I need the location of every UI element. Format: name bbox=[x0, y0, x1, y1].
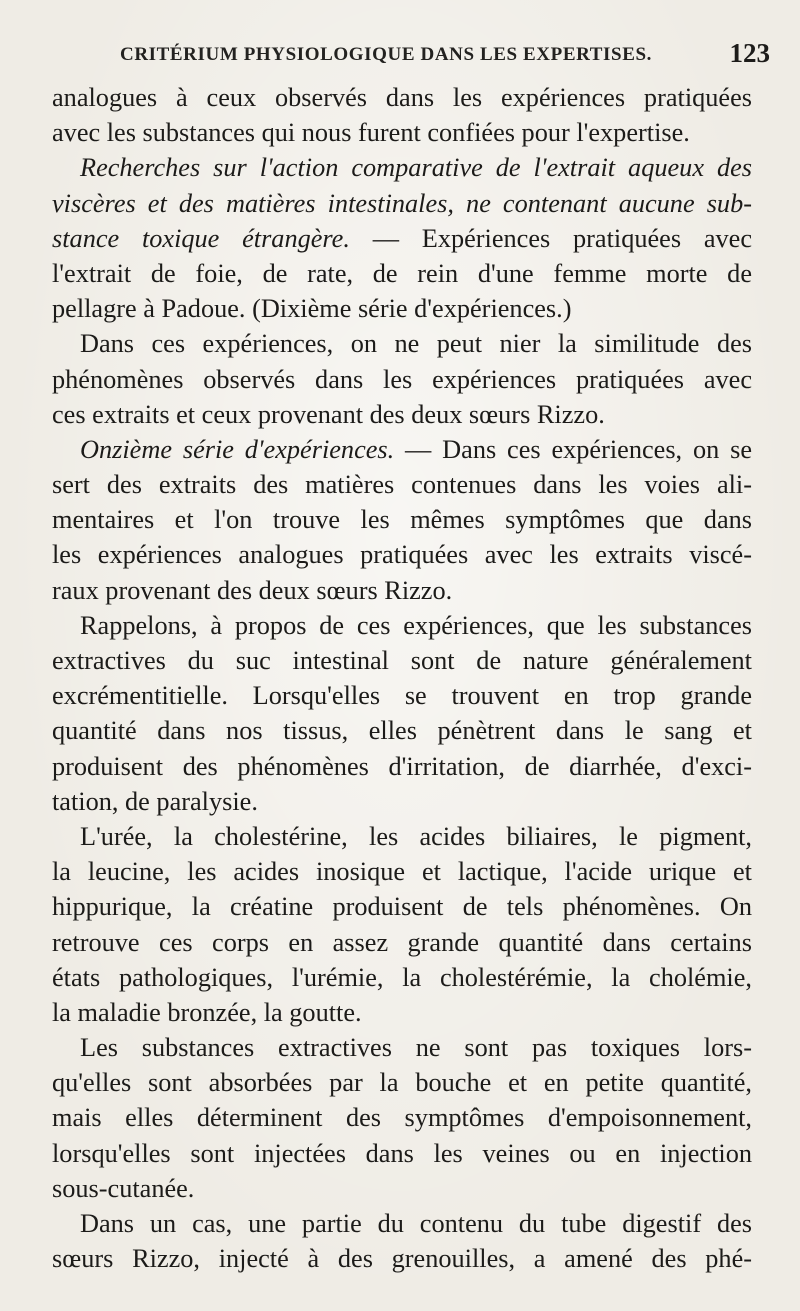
text-line bbox=[52, 502, 752, 537]
text-line bbox=[52, 573, 752, 608]
running-head-title: CRITÉRIUM PHYSIOLOGIQUE DANS LES EXPERTISES. bbox=[120, 44, 652, 65]
text-line: la leucine, les acides inosique et lactique, l'acide urique et bbox=[52, 857, 752, 887]
text-line: sous-cutanée. bbox=[52, 1173, 195, 1203]
text-line bbox=[52, 150, 752, 185]
paragraph-tenth-series bbox=[52, 150, 752, 326]
text-line: produisent des phénomènes d'irritation, de diarrhée, d'exci- bbox=[52, 751, 752, 781]
paragraph-continuation bbox=[52, 80, 752, 150]
text-line: qu'elles sont absorbées par la bouche et en petite quantité, bbox=[52, 1068, 752, 1098]
text-line: Les substances extractives ne sont pas toxiques lors- bbox=[80, 1033, 752, 1063]
paragraph-eleventh-series bbox=[52, 432, 752, 608]
text-line: excrémentitielle. Lorsqu'elles se trouvent en trop grande bbox=[52, 681, 752, 711]
text-line: ces extraits et ceux provenant des deux sœurs Rizzo. bbox=[52, 399, 605, 429]
text-line bbox=[52, 432, 752, 467]
paragraph bbox=[52, 608, 752, 819]
text-line: Dans ces expériences, on ne peut nier la similitude des bbox=[80, 329, 752, 359]
paragraph bbox=[52, 1030, 752, 1206]
line-text: les expériences analogues pratiquées avec les extraits viscé- bbox=[52, 540, 752, 570]
text-line: analogues à ceux observés dans les expériences pratiquées bbox=[52, 83, 752, 112]
text-line: tation, de paralysie. bbox=[52, 786, 258, 816]
text-line: Dans un cas, une partie du contenu du tube digestif des bbox=[80, 1209, 752, 1238]
running-head bbox=[120, 38, 770, 76]
text-line bbox=[52, 537, 752, 572]
paragraph bbox=[52, 819, 752, 1030]
text-line bbox=[52, 221, 752, 256]
text-line: états pathologiques, l'urémie, la cholestérémie, la cholémie, bbox=[52, 962, 752, 992]
line-text: pellagre à Padoue. (Dixième série d'expériences.) bbox=[52, 294, 572, 324]
text-line: avec les substances qui nous furent confiées pour l'expertise. bbox=[52, 118, 690, 148]
text-line: sœurs Rizzo, injecté à des grenouilles, a amené des phé- bbox=[52, 1244, 752, 1274]
text-line bbox=[52, 186, 752, 221]
line-text: — Expériences pratiquées avec bbox=[349, 223, 752, 253]
text-line: la maladie bronzée, la goutte. bbox=[52, 997, 362, 1027]
italic-heading: Recherches sur l'action comparative de l'extrait aqueux des bbox=[80, 153, 752, 183]
text-line: extractives du suc intestinal sont de nature généralement bbox=[52, 646, 752, 675]
text-line: L'urée, la cholestérine, les acides biliaires, le pigment, bbox=[80, 821, 752, 851]
text-line: hippurique, la créatine produisent de tels phénomènes. On bbox=[52, 892, 752, 922]
italic-heading: viscères et des matières intestinales, ne contenant aucune sub- bbox=[52, 188, 752, 218]
italic-heading: stance toxique étrangère. bbox=[52, 223, 350, 253]
text-line: lorsqu'elles sont injectées dans les veines ou en injection bbox=[52, 1138, 752, 1168]
italic-heading: Onzième série d'expériences. bbox=[80, 434, 395, 464]
text-line: Rappelons, à propos de ces expériences, que les substances bbox=[80, 610, 752, 640]
line-text: l'extrait de foie, de rate, de rein d'une femme morte de bbox=[52, 258, 752, 288]
paragraph bbox=[52, 326, 752, 432]
text-line bbox=[52, 291, 752, 326]
text-line: mais elles déterminent des symptômes d'empoisonnement, bbox=[52, 1103, 752, 1133]
text-line: retrouve ces corps en assez grande quantité dans certains bbox=[52, 927, 752, 957]
text-line bbox=[52, 256, 752, 291]
text-line: quantité dans nos tissus, elles pénètrent dans le sang et bbox=[52, 716, 752, 746]
text-line bbox=[52, 467, 752, 502]
page-number: 123 bbox=[729, 38, 770, 68]
line-text: mentaires et l'on trouve les mêmes symptômes que dans bbox=[52, 505, 752, 535]
body-text bbox=[52, 80, 752, 1276]
line-text: sert des extraits des matières contenues dans les voies ali- bbox=[52, 470, 752, 500]
paragraph bbox=[52, 1206, 752, 1276]
line-text: — Dans ces expériences, on se bbox=[394, 434, 752, 464]
line-text: raux provenant des deux sœurs Rizzo. bbox=[52, 575, 453, 605]
text-line: phénomènes observés dans les expériences pratiquées avec bbox=[52, 364, 752, 394]
